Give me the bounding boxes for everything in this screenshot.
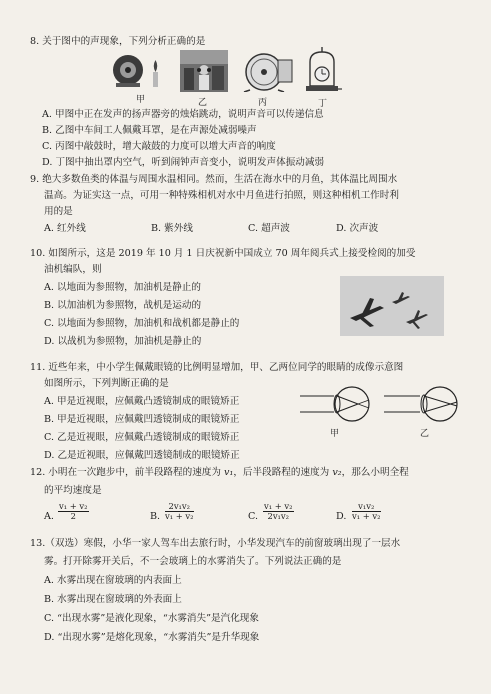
drum-illustration: [242, 50, 294, 92]
q12-v2: v₂: [332, 467, 342, 478]
q13-line-2: 雾。打开除雾开关后，不一会玻璃上的水雾消失了。下列说法正确的是: [44, 556, 342, 567]
q12-option-a-denominator: 2: [70, 511, 76, 521]
q12-option-b-denominator: v₁ + v₂: [165, 511, 194, 521]
q9-line-2: 温高。为证实这一点，可用一种特殊相机对水中月鱼进行拍照，则这种相机工作时利: [44, 190, 399, 201]
q9-option-b: B. 紫外线: [151, 223, 193, 234]
q12-option-b-fraction: [165, 502, 194, 521]
q12-line-1: [30, 467, 409, 479]
q9-option-d: D. 次声波: [336, 223, 379, 234]
q12-option-d-numerator: v₁v₂: [352, 502, 381, 512]
q8-option-b: B. 乙图中车间工人佩戴耳罩，是在声源处减弱噪声: [42, 125, 257, 136]
q12-option-b-numerator: 2v₁v₂: [165, 502, 194, 512]
q10-line-2: 油机编队，则: [44, 264, 102, 275]
q13-line-1: 13.（双选）寒假，小华一家人驾车出去旅行时，小华发现汽车的前窗玻璃出现了一层水: [30, 538, 401, 549]
q12-option-c-label: C.: [248, 511, 259, 522]
q11-option-d: D. 乙是近视眼，应佩戴凹透镜制成的眼镜矫正: [44, 450, 240, 461]
q8-option-a: A. 甲图中正在发声的扬声器旁的烛焰跳动，说明声音可以传递信息: [42, 109, 324, 120]
q11-line-2: 如图所示，下列判断正确的是: [44, 378, 169, 389]
q12-option-b-label: B.: [150, 511, 161, 522]
q12-option-d-fraction: [352, 502, 381, 521]
q11-option-b: B. 甲是近视眼，应佩戴凹透镜制成的眼镜矫正: [44, 414, 240, 425]
eye-diagram-jia: [300, 384, 376, 424]
q12-option-c-denominator: 2v₁v₂: [267, 511, 290, 521]
q10-option-c: C. 以地面为参照物，加油机和战机都是静止的: [44, 318, 240, 329]
q11-caption-yi: 乙: [420, 429, 430, 439]
eye-diagram-yi: [384, 384, 464, 424]
bell-jar-illustration: [302, 46, 342, 94]
q13-option-a: A. 水雾出现在窗玻璃的内表面上: [44, 575, 182, 586]
speaker-candle-illustration: [108, 52, 166, 88]
q12-option-c-numerator: v₁ + v₂: [264, 501, 293, 511]
q8-caption-ding: 丁: [318, 99, 328, 109]
q10-option-b: B. 以加油机为参照物，战机是运动的: [44, 300, 202, 311]
q9-line-3: 用的是: [44, 206, 73, 217]
q12-line-2: 的平均速度是: [44, 485, 102, 496]
q9-option-c: C. 超声波: [248, 223, 290, 234]
q11-option-a: A. 甲是近视眼，应佩戴凸透镜制成的眼镜矫正: [44, 396, 240, 407]
q12-line-1-a: 12. 小明在一次跑步中，前半段路程的速度为: [30, 467, 225, 478]
q11-caption-jia: 甲: [330, 429, 340, 439]
q12-line-1-c: ，那么小明全程: [341, 467, 409, 478]
q12-option-a-label: A.: [44, 511, 54, 522]
q9-line-1: 9. 绝大多数鱼类的体温与周围水温相同。然而，生活在海水中的月鱼，其体温比周围水: [30, 174, 398, 185]
q12-option-d-denominator: v₁ + v₂: [352, 511, 381, 521]
q10-line-1: 10. 如图所示，这是 2019 年 10 月 1 日庆祝新中国成立 70 周年阅兵式上接受检阅的加受: [30, 248, 416, 259]
q12-v1: v₁: [224, 467, 234, 478]
q10-option-d: D. 以战机为参照物，加油机是静止的: [44, 336, 202, 347]
q13-option-d: D. “出现水雾”是熔化现象，“水雾消失”是升华现象: [44, 632, 260, 643]
refueling-formation-photo: [340, 276, 444, 336]
q12-option-c-fraction: [263, 502, 294, 521]
q8-option-d: D. 丁图中抽出罩内空气，听到闹钟声音变小，说明发声体振动减弱: [42, 157, 325, 168]
q8-caption-jia: 甲: [136, 95, 146, 105]
q11-option-c: C. 乙是近视眼，应佩戴凸透镜制成的眼镜矫正: [44, 432, 240, 443]
q9-option-a: A. 红外线: [44, 223, 86, 234]
q8-stem: 8. 关于图中的声现象，下列分析正确的是: [30, 36, 206, 47]
q8-caption-yi: 乙: [198, 98, 208, 108]
q10-option-a: A. 以地面为参照物，加油机是静止的: [44, 282, 201, 293]
q13-option-c: C. “出现水雾”是液化现象，“水雾消失”是汽化现象: [44, 613, 259, 624]
q12-option-a-fraction: [58, 502, 89, 521]
q12-option-d-label: D.: [336, 511, 347, 522]
q12-option-a-numerator: v₁ + v₂: [59, 501, 88, 511]
workshop-photo: [180, 50, 228, 92]
q12-line-1-b: ，后半段路程的速度为: [233, 467, 333, 478]
q8-option-c: C. 丙图中敲鼓时，增大敲鼓的力度可以增大声音的响度: [42, 141, 276, 152]
q8-caption-bing: 丙: [258, 98, 268, 108]
q11-line-1: 11. 近些年来，中小学生佩戴眼镜的比例明显增加，甲、乙两位同学的眼睛的成像示意图: [30, 362, 404, 373]
q13-option-b: B. 水雾出现在窗玻璃的外表面上: [44, 594, 182, 605]
